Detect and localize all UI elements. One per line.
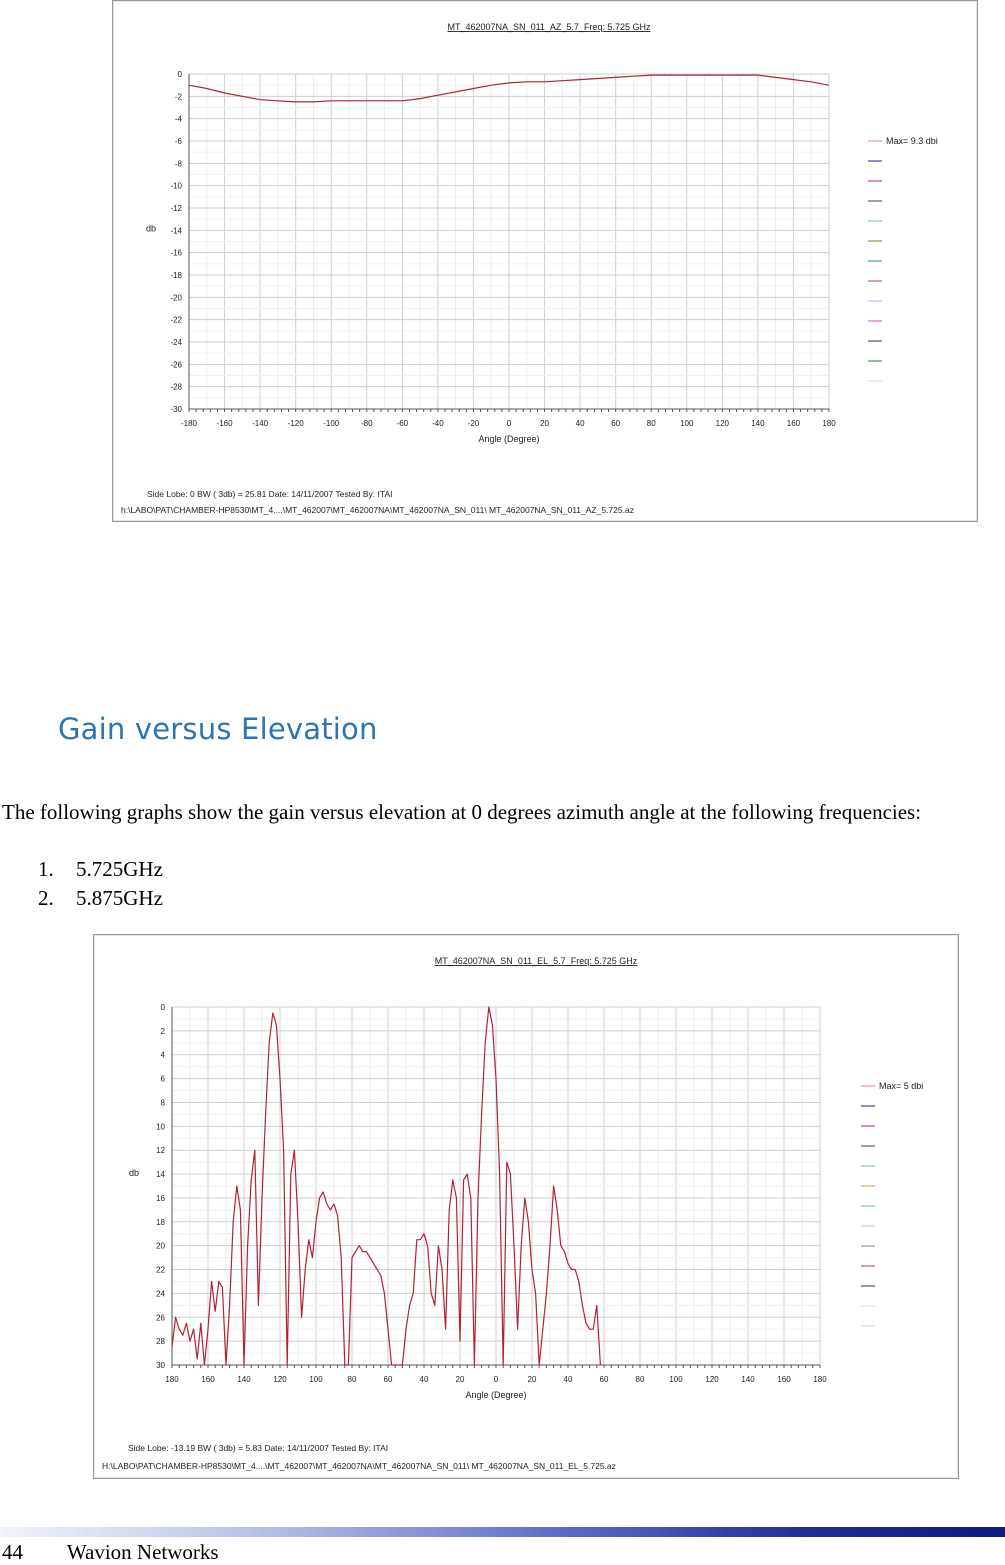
x-tick-label: 120 (715, 419, 730, 428)
x-tick-label: 60 (611, 419, 621, 428)
chart-footer-info: Side Lobe: -13.19 BW ( 3db) = 5.83 Date: 14/11/2007 Tested By: ITAI (128, 1443, 389, 1453)
y-tick-label: 28 (156, 1337, 165, 1347)
company-name: Wavion Networks (66, 1540, 219, 1564)
y-tick-label: 26 (156, 1313, 165, 1323)
y-tick-label: -10 (170, 181, 182, 191)
x-tick-label: 20 (455, 1375, 465, 1384)
list-item-label: 5.725GHz (76, 857, 163, 881)
x-tick-label: 60 (383, 1375, 393, 1384)
x-tick-label: 0 (506, 419, 512, 428)
y-tick-label: -12 (170, 204, 182, 213)
list-item-number: 1. (38, 857, 54, 881)
elevation-gain-chart (93, 934, 959, 1479)
page-footer (2, 1540, 219, 1565)
x-tick-label: 160 (786, 419, 801, 428)
y-tick-label: 24 (156, 1289, 165, 1299)
intro-paragraph: The following graphs show the gain versus elevation at 0 degrees azimuth angle at the following frequencies: (2, 800, 922, 824)
y-tick-label: -6 (174, 137, 182, 146)
x-tick-label: 0 (493, 1375, 499, 1384)
x-tick-label: 120 (705, 1375, 719, 1384)
list-item (38, 884, 163, 913)
x-tick-label: 80 (646, 419, 656, 428)
section-heading: Gain versus Elevation (58, 712, 378, 746)
list-item-number: 2. (38, 886, 54, 910)
x-tick-label: 180 (165, 1375, 179, 1384)
y-tick-label: 10 (156, 1122, 165, 1132)
chart-title: MT_462007NA_SN_011_EL_5.7_Freq: 5.725 GHz (434, 956, 638, 966)
legend-label: Max= 9.3 dbi (886, 136, 938, 146)
frequency-list (38, 855, 163, 913)
y-tick-label: -16 (170, 248, 182, 258)
y-tick-label: -2 (174, 92, 182, 102)
y-tick-label: -22 (170, 315, 182, 325)
x-tick-label: 140 (751, 419, 765, 428)
chart-footer-path: h:\LABO\PAT\CHAMBER-HP8530\MT_4....\MT_462007\MT_462007NA\MT_462007NA_SN_011\ MT_462007NA_SN_011_AZ_5.725.az (121, 505, 634, 515)
y-tick-label: 0 (177, 70, 182, 79)
x-tick-label: 80 (635, 1375, 645, 1384)
y-tick-label: -30 (170, 405, 182, 414)
y-tick-label: 12 (156, 1146, 165, 1156)
x-tick-label: 40 (419, 1375, 429, 1384)
list-item (38, 855, 163, 884)
page-number: 44 (2, 1540, 23, 1564)
y-tick-label: 22 (156, 1265, 165, 1275)
azimuth-gain-chart (112, 0, 978, 522)
y-tick-label: -26 (170, 360, 182, 370)
x-tick-label: -100 (323, 419, 340, 428)
x-tick-label: -120 (287, 419, 304, 428)
y-tick-label: 16 (156, 1193, 165, 1203)
x-tick-label: 160 (201, 1375, 215, 1384)
chart-footer-path: H:\LABO\PAT\CHAMBER-HP8530\MT_4....\MT_462007\MT_462007NA\MT_462007NA_SN_011\ MT_462007NA_SN_011_EL_5.725.az (102, 1461, 616, 1471)
x-tick-label: -40 (432, 419, 444, 428)
x-tick-label: 180 (822, 419, 836, 428)
legend-label: Max= 5 dbi (879, 1081, 924, 1091)
x-tick-label: 40 (563, 1375, 573, 1384)
x-tick-label: 120 (273, 1375, 287, 1384)
x-tick-label: 20 (527, 1375, 537, 1384)
list-item-label: 5.875GHz (76, 886, 163, 910)
x-tick-label: 60 (599, 1375, 609, 1384)
y-tick-label: -14 (170, 226, 182, 236)
x-tick-label: 180 (813, 1375, 827, 1384)
y-tick-label: 0 (160, 1003, 165, 1012)
y-axis-label: db (145, 223, 157, 234)
x-tick-label: 140 (741, 1375, 755, 1384)
elevation-gain-chart-svg (94, 935, 958, 1478)
y-tick-label: 20 (156, 1241, 165, 1251)
footer-divider (0, 1527, 1005, 1537)
x-tick-label: 100 (680, 419, 694, 428)
x-tick-label: -80 (360, 419, 373, 428)
x-tick-label: 160 (777, 1375, 791, 1384)
x-tick-label: 40 (575, 419, 585, 428)
x-tick-label: -180 (180, 419, 198, 428)
chart-footer-info: Side Lobe: 0 BW ( 3db) = 25.81 Date: 14/11/2007 Tested By: ITAI (147, 489, 393, 499)
x-tick-label: -160 (216, 419, 233, 428)
x-tick-label: -60 (396, 419, 409, 428)
x-tick-label: -140 (252, 419, 269, 428)
y-tick-label: -20 (170, 293, 182, 303)
y-tick-label: 4 (160, 1050, 165, 1060)
y-tick-label: -28 (170, 382, 182, 392)
azimuth-gain-chart-svg (113, 1, 977, 521)
y-tick-label: -18 (170, 271, 182, 280)
x-axis-label: Angle (Degree) (465, 1390, 527, 1400)
chart-title: MT_462007NA_SN_011_AZ_5.7_Freq: 5.725 GHz (447, 22, 651, 32)
y-tick-label: 18 (156, 1217, 165, 1227)
x-tick-label: -20 (467, 419, 480, 428)
x-tick-label: 100 (669, 1375, 683, 1384)
y-tick-label: 14 (156, 1170, 165, 1180)
y-tick-label: 8 (160, 1098, 165, 1108)
x-axis-label: Angle (Degree) (478, 434, 540, 444)
x-tick-label: 100 (309, 1375, 323, 1384)
y-tick-label: 30 (156, 1361, 165, 1370)
y-tick-label: -4 (174, 114, 182, 124)
y-tick-label: -24 (170, 338, 182, 347)
x-tick-label: 140 (237, 1375, 251, 1384)
x-tick-label: 80 (347, 1375, 357, 1384)
y-tick-label: 6 (160, 1074, 165, 1084)
y-axis-label: db (128, 1168, 140, 1178)
x-tick-label: 20 (540, 419, 550, 428)
y-tick-label: 2 (160, 1026, 165, 1036)
y-tick-label: -8 (174, 159, 182, 169)
